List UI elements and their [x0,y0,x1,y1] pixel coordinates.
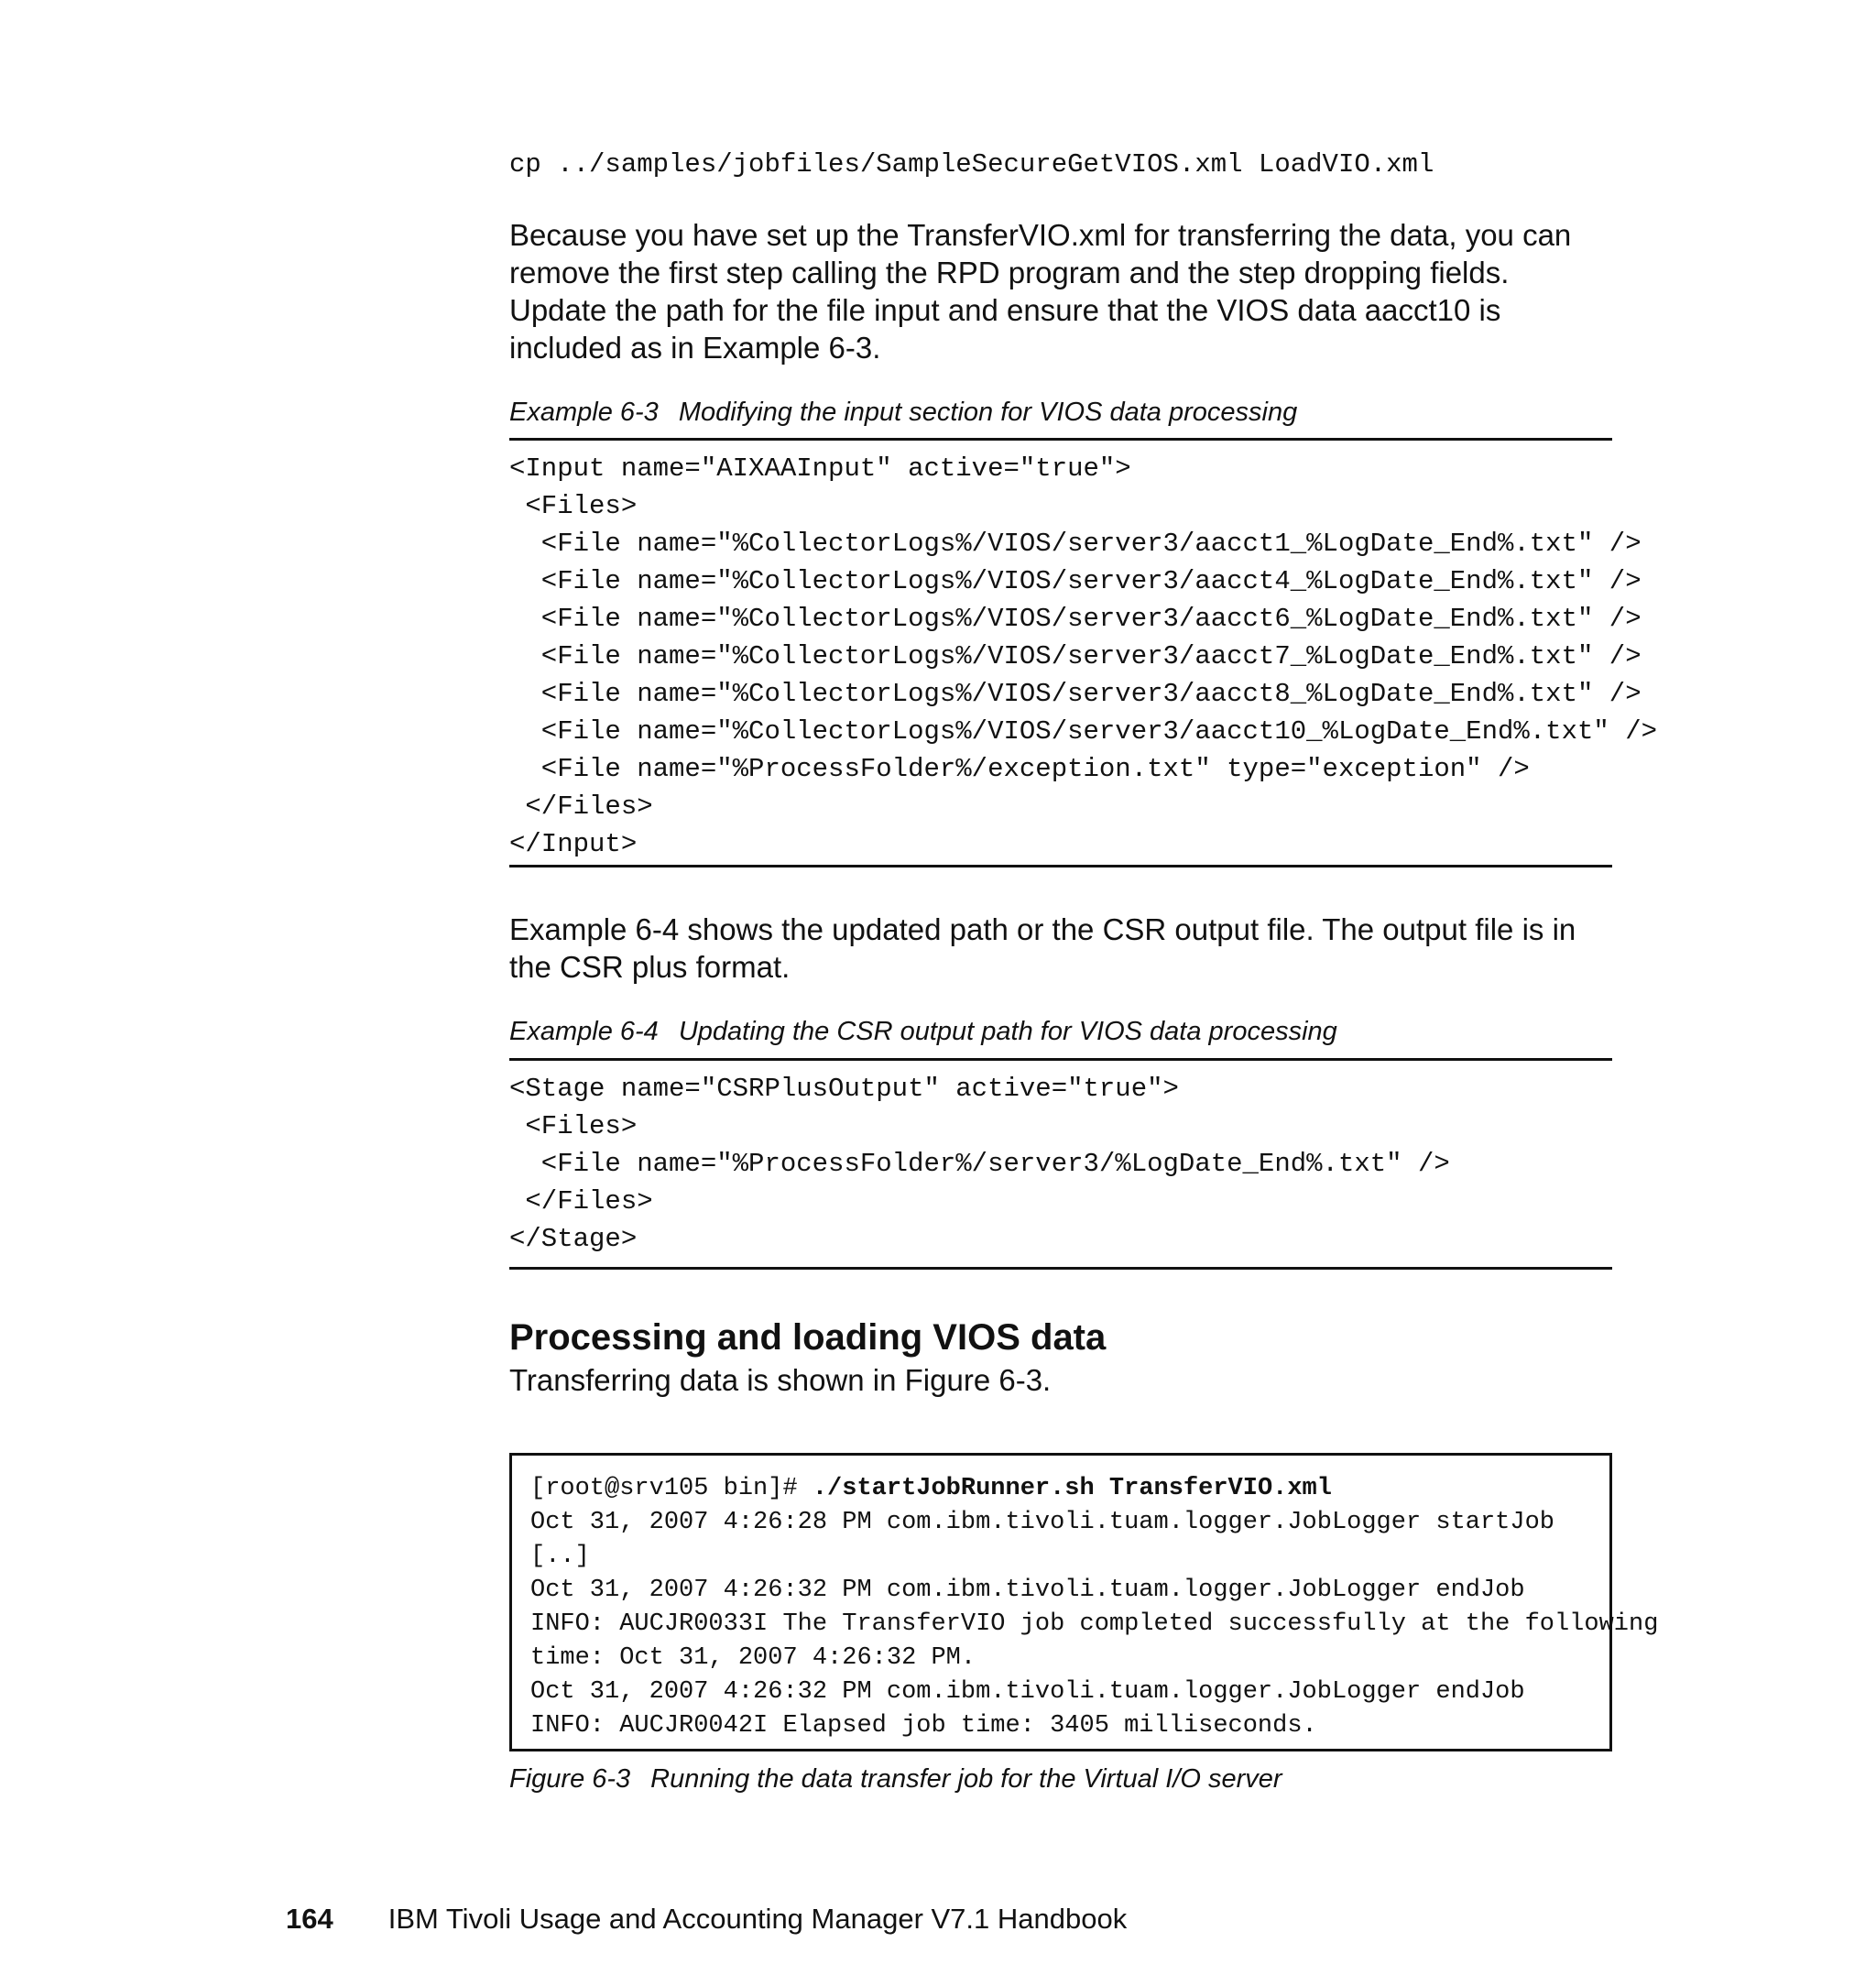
paragraph-line: remove the first step calling the RPD program and the step dropping fields. [509,256,1510,289]
page-footer [286,1903,1127,1936]
caption-label: Example 6-3 [509,398,659,427]
code-line: </Files> [509,791,653,822]
code-line: </Stage> [509,1224,638,1254]
terminal-line: Oct 31, 2007 4:26:32 PM com.ibm.tivoli.tuam.logger.JobLogger endJob [530,1678,1525,1706]
terminal-command: ./startJobRunner.sh TransferVIO.xml [812,1475,1332,1502]
code-line: <File name="%CollectorLogs%/VIOS/server3/aacct8_%LogDate_End%.txt" /> [509,679,1642,709]
terminal-line: [..] [530,1543,590,1570]
code-line: </Files> [509,1186,653,1217]
terminal-command-line [530,1472,1591,1506]
terminal-line: time: Oct 31, 2007 4:26:32 PM. [530,1644,976,1672]
example-6-3-code [509,438,1658,868]
code-line: <Files> [509,1111,638,1141]
terminal-prompt: [root@srv105 bin]# [530,1475,813,1502]
code-line: <Stage name="CSRPlusOutput" active="true"> [509,1074,1179,1104]
caption-title: Running the data transfer job for the Virtual I/O server [650,1764,1282,1794]
caption-label: Example 6-4 [509,1017,659,1046]
example-6-4-code [509,1058,1612,1270]
caption-title: Modifying the input section for VIOS data processing [678,398,1298,427]
paragraph-example-6-4 [509,911,1612,986]
code-line: <File name="%ProcessFolder%/server3/%LogDate_End%.txt" /> [509,1149,1450,1179]
example-6-3-caption [509,396,1612,429]
paragraph-line: Example 6-4 shows the updated path or the CSR output file. The output file is in [509,912,1576,946]
code-line: <File name="%CollectorLogs%/VIOS/server3/aacct1_%LogDate_End%.txt" /> [509,529,1642,559]
caption-title: Updating the CSR output path for VIOS data processing [678,1017,1337,1046]
example-6-4-caption [509,1015,1612,1048]
paragraph-line: included as in Example 6-3. [509,331,881,365]
code-line: <File name="%CollectorLogs%/VIOS/server3/aacct7_%LogDate_End%.txt" /> [509,641,1642,671]
code-line: <File name="%ProcessFolder%/exception.txt" type="exception" /> [509,754,1530,784]
code-line: <File name="%CollectorLogs%/VIOS/server3/aacct4_%LogDate_End%.txt" /> [509,566,1642,596]
paragraph-line: Update the path for the file input and ensure that the VIOS data aacct10 is [509,293,1501,327]
terminal-line: Oct 31, 2007 4:26:28 PM com.ibm.tivoli.tuam.logger.JobLogger startJob [530,1509,1554,1536]
code-line: <File name="%CollectorLogs%/VIOS/server3/aacct6_%LogDate_End%.txt" /> [509,604,1642,634]
paragraph-line: Because you have set up the TransferVIO.xml for transferring the data, you can [509,218,1572,252]
code-line: <Files> [509,491,638,521]
terminal-line: INFO: AUCJR0042I Elapsed job time: 3405 milliseconds. [530,1712,1317,1740]
code-line: <File name="%CollectorLogs%/VIOS/server3/aacct10_%LogDate_End%.txt" /> [509,716,1658,747]
paragraph-line: the CSR plus format. [509,950,791,984]
section-heading: Processing and loading VIOS data [509,1317,1107,1358]
figure-6-3-terminal [509,1453,1659,1751]
paragraph-intro [509,216,1612,366]
book-title: IBM Tivoli Usage and Accounting Manager V7.1 Handbook [387,1903,1128,1935]
caption-label: Figure 6-3 [509,1764,631,1794]
terminal-line: Oct 31, 2007 4:26:32 PM com.ibm.tivoli.tuam.logger.JobLogger endJob [530,1577,1525,1604]
figure-6-3-caption [509,1762,1612,1795]
command-line: cp ../samples/jobfiles/SampleSecureGetVIOS.xml LoadVIO.xml [509,149,1434,180]
section-intro: Transferring data is shown in Figure 6-3. [509,1363,1052,1397]
terminal-line: INFO: AUCJR0033I The TransferVIO job completed successfully at the following [530,1610,1659,1638]
section [509,1315,1612,1399]
code-line: </Input> [509,829,638,859]
code-line: <Input name="AIXAAInput" active="true"> [509,453,1131,484]
page-number: 164 [286,1903,333,1935]
